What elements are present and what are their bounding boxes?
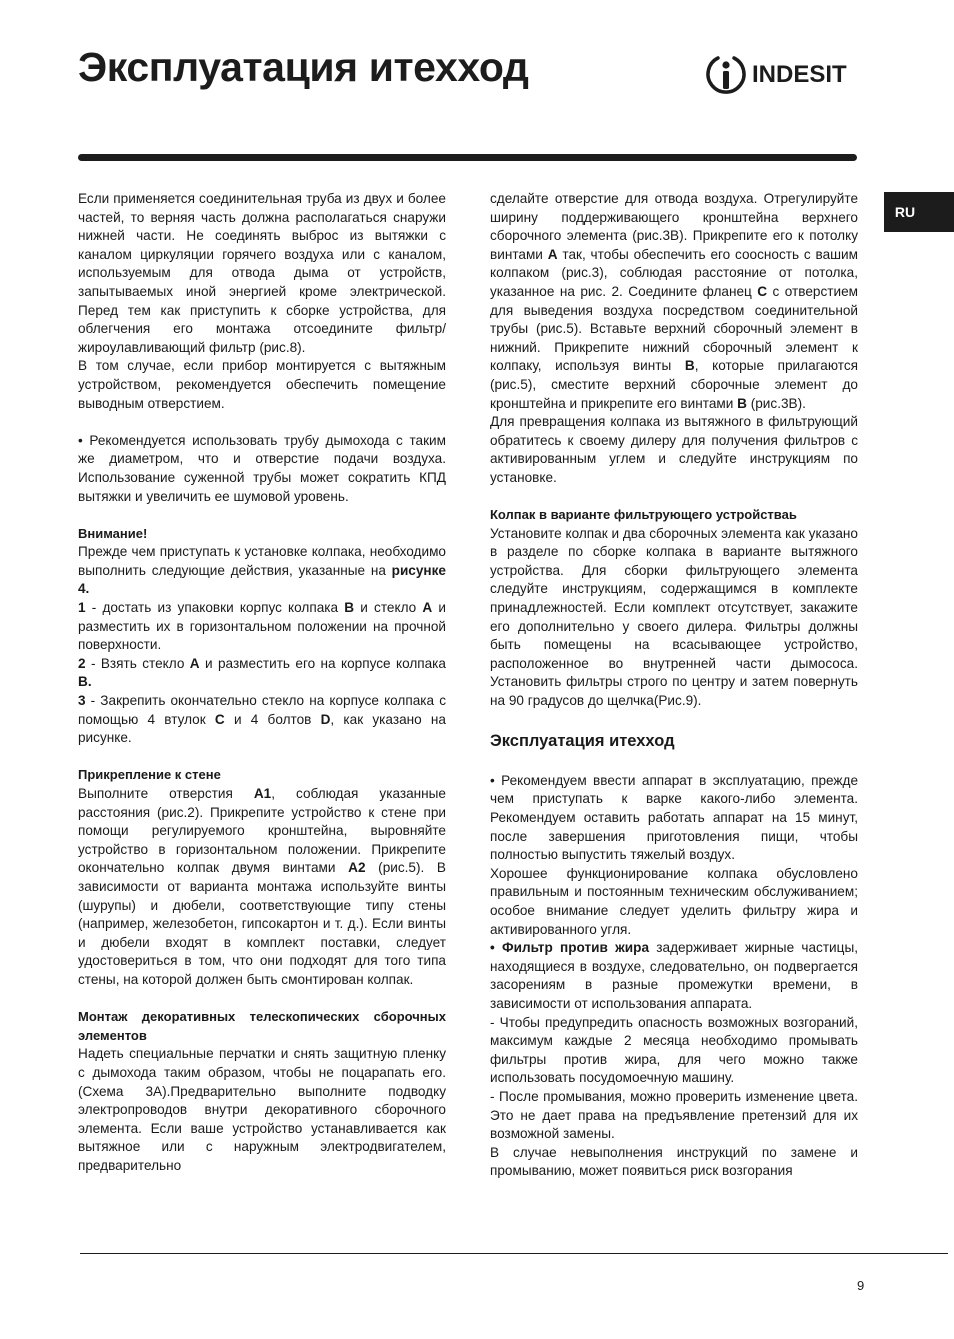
left-column: [78, 190, 446, 1175]
paragraph: • Фильтр против жира задерживает жирные частицы, находящиеся в воздухе, следовательно, он подвергается засорениям в разные промежутки времени, в зависимости от использования аппарата.: [490, 940, 858, 1011]
paragraph: сделайте отверстие для отвода воздуха. Отрегулируйте ширину поддерживающего кронштейна верхнего сборочного элемента (рис.3B). Прикрепите его к потолку винтами A так, чтобы обеспечить его соосность с вашим колпаком (рис.3), соблюдая расстояние от потолка, указанное на рис. 2. Соедините фланец C с отверстием для выведения воздуха посредством соединительной трубы (рис.5). Вставьте верхний сборочный элемент в нижний. Прикрепите нижний сборочный элемент к колпаку, используя винты B, которые прилагаются (рис.5), сместите верхний сборочные элемент до кронштейна и прикрепите его винтами B (рис.3B).: [490, 191, 858, 411]
step-3: 3 - Закрепить окончательно стекло на корпусе колпака с помощью 4 втулок C и 4 болтов D, как указано на рисунке.: [78, 693, 446, 746]
paragraph: Прежде чем приступать к установке колпака, необходимо выполнить следующие действия, указанные на рисунке 4.: [78, 544, 446, 597]
paragraph: Если применяется соединительная труба из двух и более частей, то верняя часть должна располагаться снаружи нижней части. Не соединять выброс из вытяжки с каналом циркуляции горячего воздуха или с каналом, используемым для отвода дыма от устройств, запытываемых иной энергией кроме электрической. Перед тем как приступить к сборке устройства, для облегчения его монтажа отсоедините фильтр/жироулавливающий фильтр (рис.8).: [78, 191, 446, 355]
section-title: Эксплуатация итехход: [490, 732, 675, 751]
paragraph: Установите колпак и два сборочных элемента как указано в разделе по сборке колпака в варианте вытяжного устройства. Для сборки фильтрующего элемента следуйте инструкциям, содержащимся в комплекте принадлежностей. Если комплект отсутствует, закажите его дополнительно у своего дилера. Фильтры должны быть помещены на всасывающее устройство, расположенное во внутренней части дымососа. Установить фильтры строго по центру и затем повернуть на 90 градусов до щелчка(Рис.9).: [490, 525, 858, 709]
filter-heading: Колпак в варианте фильтрующего устройстваь: [490, 507, 797, 523]
telescopic-heading: Монтаж декоративных телескопических сборочных элементов: [78, 1009, 446, 1043]
paragraph: - Чтобы предупредить опасность возможных возгораний, максимум каждые 2 месяца необходимо промывать фильтры против жира, для чего можно также использовать посудомоечную машину.: [490, 1014, 858, 1086]
paragraph: - После промывания, можно проверить изменение цвета. Это не дает права на предъявление претензий для их возможной замены.: [490, 1088, 858, 1142]
paragraph: • Рекомендуется использовать трубу дымохода с таким же диаметром, что и отверстие подачи воздуха. Использование суженной трубы может сократить КПД вытяжки и увеличить ее шумовой уровень.: [78, 432, 446, 504]
attention-heading: Внимание!: [78, 525, 148, 541]
paragraph: Для превращения колпака из вытяжного в фильтрующий обратитесь к своему дилеру для получения фильтров с активированным углем и следуйте инструкциям по установке.: [490, 414, 858, 485]
page-title: Эксплуатация итехход: [78, 44, 529, 90]
paragraph: • Рекомендуем ввести аппарат в эксплуатацию, прежде чем приступать к варке какого-либо элемента. Рекомендуем оставить работать аппарат на 15 минут, после завершения приготовления пищи, чтобы полностью выпустить тяжелый воздух.: [490, 772, 858, 863]
language-tab: RU: [884, 192, 954, 232]
footer-divider: [80, 1253, 948, 1254]
paragraph: Хорошее функционирование колпака обусловлено правильным и постоянным техническим обслуживанием; особое внимание следует уделить фильтру жира и активированного угля.: [490, 865, 858, 937]
indesit-logo-icon: [704, 52, 748, 98]
brand-name: INDESIT: [752, 61, 847, 88]
paragraph: В случае невыполнения инструкций по замене и промыванию, может появиться риск возгорания: [490, 1144, 858, 1179]
step-1: 1 - достать из упаковки корпус колпака B и стекло A и разместить их в горизонтальном положении на прочной поверхности.: [78, 600, 446, 653]
wall-mount-heading: Прикрепление к стене: [78, 767, 221, 783]
paragraph: Выполните отверстия A1, соблюдая указанные расстояния (рис.2). Прикрепите устройство к стене при помощи регулируемого кронштейна, выровняйте устройство в горизонтальном положении. Прикрепите окончательно колпак двумя винтами A2 (рис.5). В зависимости от варианта монтажа используйте винты (шурупы) и дюбели, соответствующие типу стены (например, железобетон, гипсокартон и т. д.). Если винты и дюбели входят в комплект поставки, следует удостовериться в том, что они подходят для того типа стены, на которой должен быть смонтирован колпак.: [78, 786, 446, 987]
header-divider: [78, 154, 857, 161]
brand-logo: [704, 52, 869, 98]
page-number: 9: [857, 1278, 865, 1293]
step-2: 2 - Взять стекло A и разместить его на корпусе колпака B.: [78, 655, 446, 690]
right-column: [490, 190, 858, 1181]
paragraph: В том случае, если прибор монтируется с вытяжным устройством, рекомендуется обеспечить помещение выводным отверстием.: [78, 358, 446, 411]
paragraph: Надеть специальные перчатки и снять защитную пленку с дымохода таким образом, чтобы не поцарапать его. (Схема 3А).Предварительно выполните подводку электропроводов внутри декоративного сборочного элемента. Если ваше устройство устанавливается как вытяжное или с наружным электродвигателем, предварительно: [78, 1046, 446, 1173]
